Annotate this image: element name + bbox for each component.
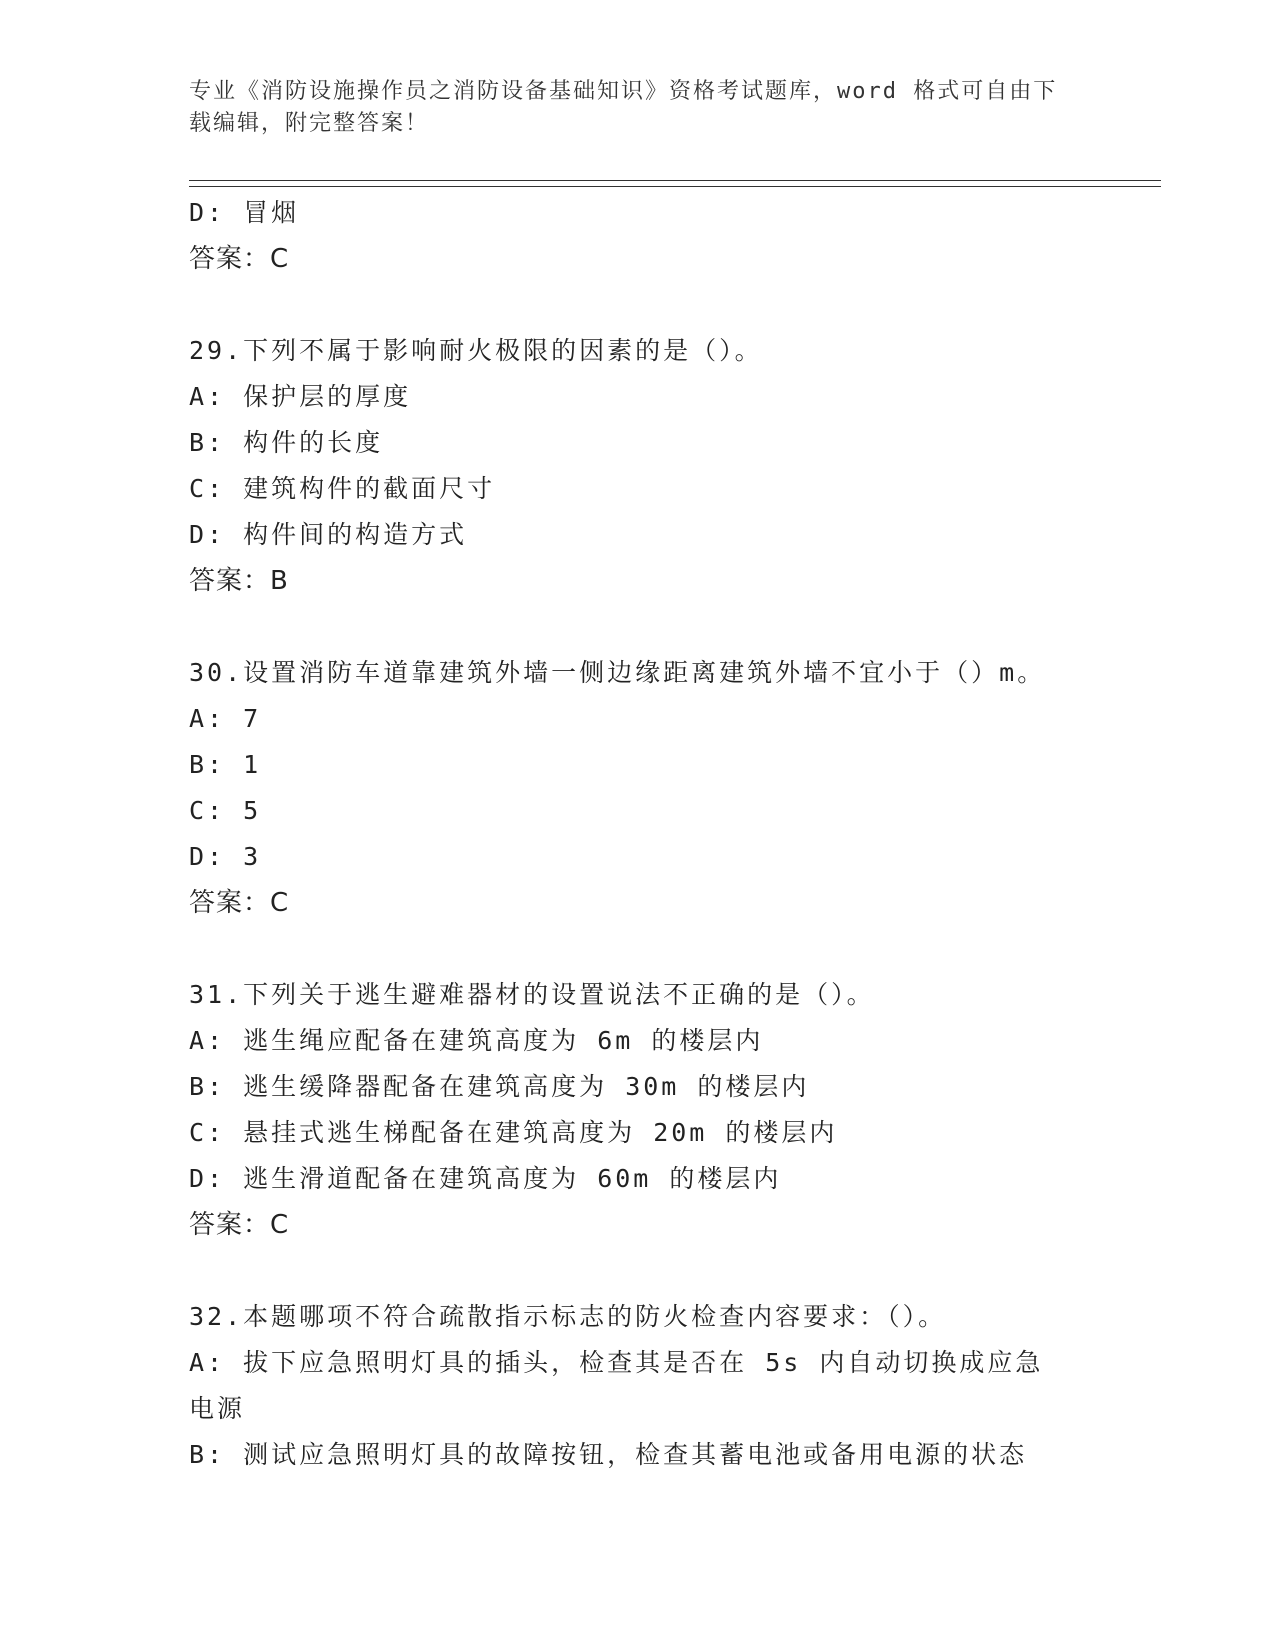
question-32	[189, 1294, 1149, 1478]
answer-line: 答案：C	[189, 244, 290, 274]
option-b: B: 1	[189, 750, 262, 779]
question-stem: 30.设置消防车道靠建筑外墙一侧边缘距离建筑外墙不宜小于（）m。	[189, 658, 1046, 687]
answer-line: 答案：B	[189, 566, 289, 596]
option-d: D: 构件间的构造方式	[189, 520, 468, 549]
option-a: A: 保护层的厚度	[189, 382, 412, 411]
question-31	[189, 972, 1149, 1248]
option-d: D: 冒烟	[189, 198, 300, 227]
question-stem: 31.下列关于逃生避难器材的设置说法不正确的是（）。	[189, 980, 875, 1009]
option-a: A: 7	[189, 704, 262, 733]
header-line-2: 载编辑，附完整答案！	[189, 111, 430, 136]
option-b: B: 测试应急照明灯具的故障按钮，检查其蓄电池或备用电源的状态	[189, 1440, 1028, 1469]
option-b: B: 构件的长度	[189, 428, 384, 457]
option-b: B: 逃生缓降器配备在建筑高度为 30m 的楼层内	[189, 1072, 810, 1101]
question-list	[189, 190, 1149, 1478]
question-29	[189, 328, 1149, 604]
document-header	[189, 76, 1089, 140]
option-d: D: 逃生滑道配备在建筑高度为 60m 的楼层内	[189, 1164, 782, 1193]
question-fragment	[189, 190, 1149, 282]
question-30	[189, 650, 1149, 926]
option-c: C: 建筑构件的截面尺寸	[189, 474, 496, 503]
answer-line: 答案：C	[189, 1210, 290, 1240]
option-a: A: 逃生绳应配备在建筑高度为 6m 的楼层内	[189, 1026, 764, 1055]
header-double-rule	[189, 180, 1161, 187]
option-c: C: 5	[189, 796, 262, 825]
question-stem: 29.下列不属于影响耐火极限的因素的是（）。	[189, 336, 763, 365]
header-line-1: 专业《消防设施操作员之消防设备基础知识》资格考试题库，word 格式可自由下	[189, 79, 1058, 104]
answer-line: 答案：C	[189, 888, 290, 918]
option-c: C: 悬挂式逃生梯配备在建筑高度为 20m 的楼层内	[189, 1118, 838, 1147]
option-d: D: 3	[189, 842, 262, 871]
question-stem: 32.本题哪项不符合疏散指示标志的防火检查内容要求：（）。	[189, 1302, 947, 1331]
option-a: A: 拔下应急照明灯具的插头，检查其是否在 5s 内自动切换成应急电源	[189, 1348, 1044, 1423]
